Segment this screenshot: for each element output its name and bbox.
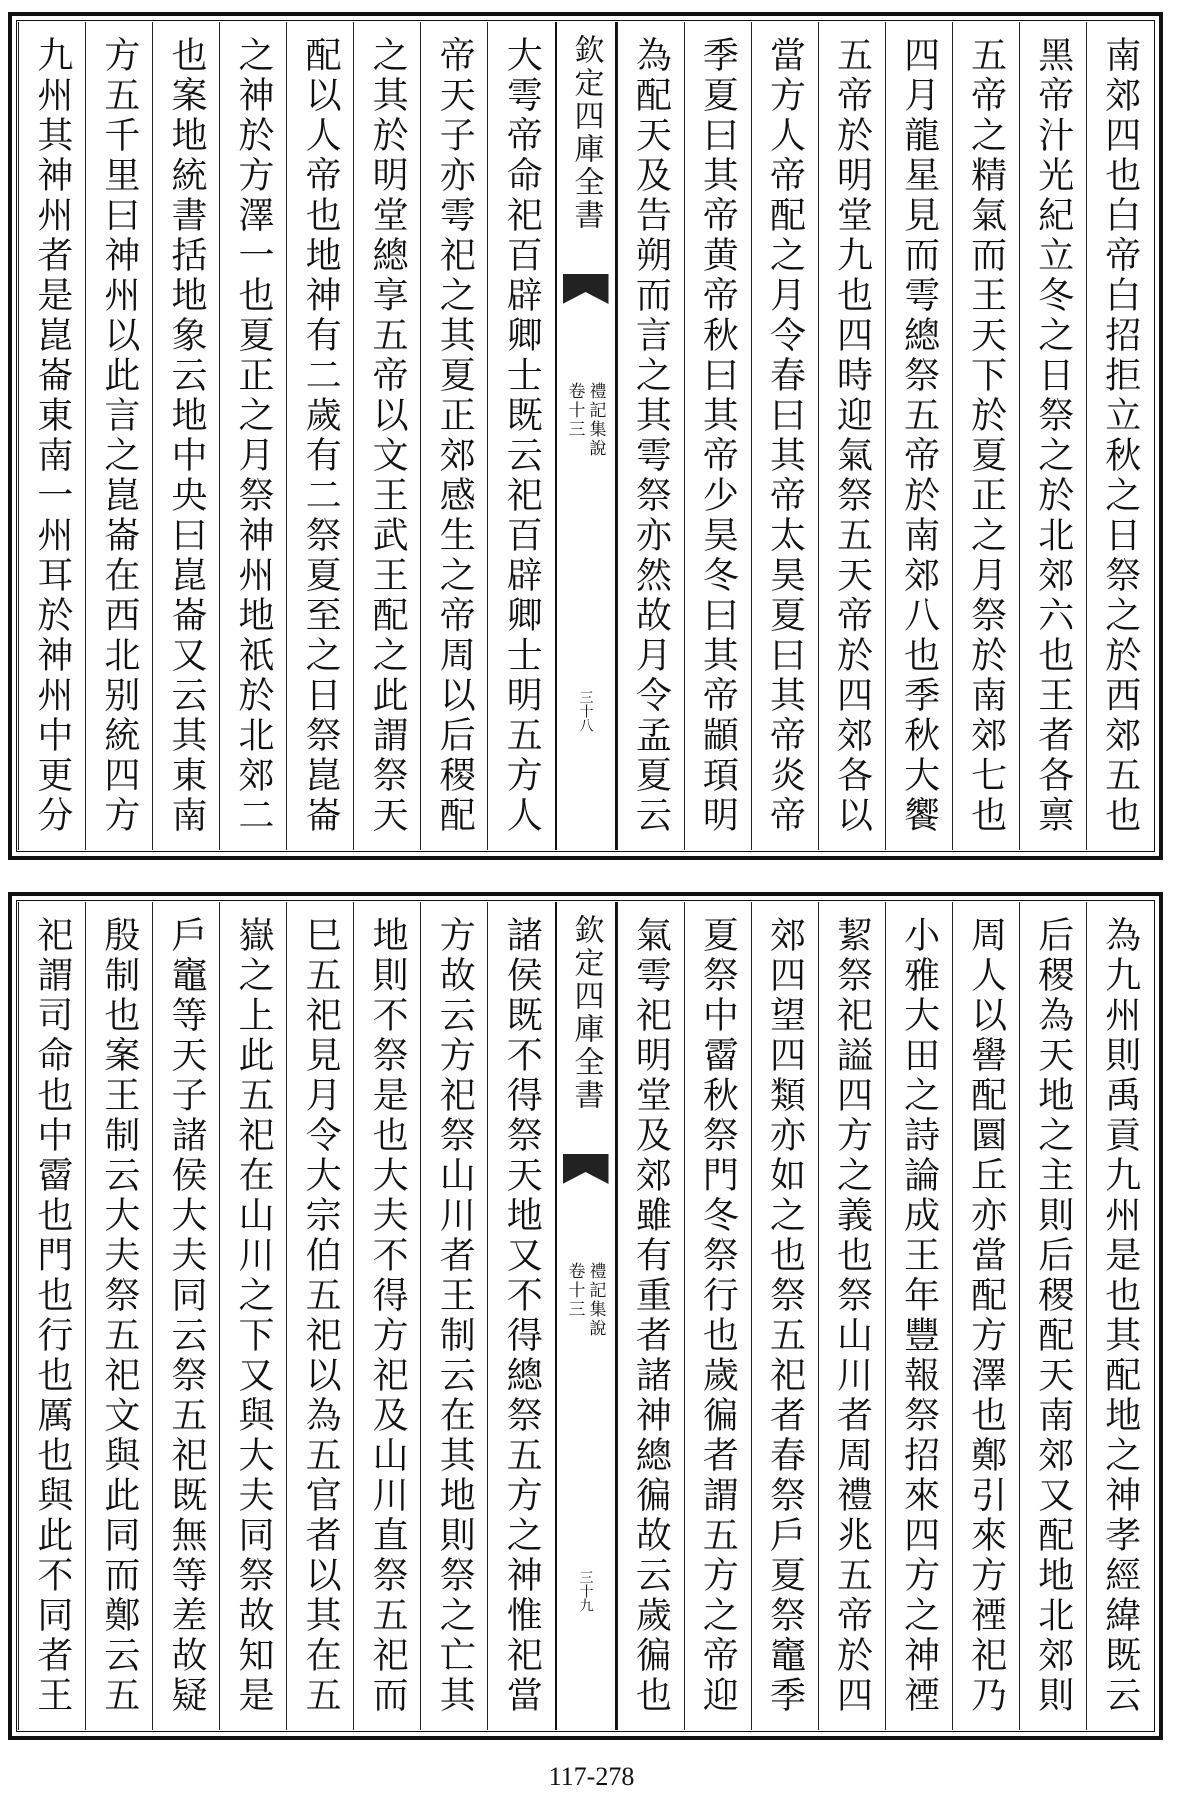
text-column: 地則不祭是也大夫不得方祀及山川直祭五祀而 (353, 902, 420, 1730)
text-column: 為九州則禹貢九州是也其配地之神孝經緯既云 (1086, 902, 1153, 1730)
text-column: 氣雩祀明堂及郊雖有重者諸神總徧故云歲徧也 (617, 902, 684, 1730)
text-column: 祀謂司命也中霤也門也行也厲也與此不同者王 (18, 902, 85, 1730)
text-column: 四月龍星見而雩總祭五帝於南郊八也季秋大饗 (885, 22, 952, 850)
text-column: 諸侯既不得祭天地又不得總祭五方之神惟祀當 (487, 902, 554, 1730)
page-top-columns (18, 22, 1153, 850)
text-column: 也案地統書括地象云地中央曰崑崙又云其東南 (152, 22, 219, 850)
fish-tail-ornament (563, 274, 609, 304)
text-column: 黑帝汁光紀立冬之日祭之於北郊六也王者各禀 (1019, 22, 1086, 850)
text-column: 為配天及告朔而言之其雩祭亦然故月令孟夏云 (617, 22, 684, 850)
text-column: 小雅大田之詩論成王年豐報祭招來四方之神禋 (885, 902, 952, 1730)
text-column: 九州其神州者是崑崙東南一州耳於神州中更分 (18, 22, 85, 850)
text-column: 巳五祀見月令大宗伯五祀以為五官者以其在五 (286, 902, 353, 1730)
text-column: 殷制也案王制云大夫祭五祀文與此同而鄭云五 (85, 902, 152, 1730)
text-column: 郊四望四類亦如之也祭五祀者春祭戶夏祭竈季 (751, 902, 818, 1730)
page-footer-number: 117-278 (548, 1762, 635, 1791)
text-column: 配以人帝也地神有二歲有二祭夏至之日祭崑崙 (286, 22, 353, 850)
text-column: 周人以嚳配圜丘亦當配方澤也鄭引來方禋祀乃 (952, 902, 1019, 1730)
text-column: 絜祭祀謚四方之義也祭山川者周禮兆五帝於四 (818, 902, 885, 1730)
page-top (8, 12, 1163, 860)
text-column: 后稷為天地之主則后稷配天南郊又配地北郊則 (1019, 902, 1086, 1730)
center-fold-column (555, 902, 617, 1730)
center-fold-column (555, 22, 617, 850)
text-column: 戶竈等天子諸侯大夫同云祭五祀既無等差故疑 (152, 902, 219, 1730)
folio-number: 三十九 (577, 1570, 594, 1612)
book-title: 禮記集說 (585, 1262, 606, 1338)
text-column: 嶽之上此五祀在山川之下又與大夫同祭故知是 (219, 902, 286, 1730)
text-column: 帝天子亦雩祀之其夏正郊感生之帝周以后稷配 (420, 22, 487, 850)
volume-label: 卷十三 (564, 382, 585, 439)
text-column: 之其於明堂總享五帝以文王武王配之此謂祭天 (353, 22, 420, 850)
text-column: 季夏曰其帝黄帝秋曰其帝少昊冬曰其帝顓頊明 (684, 22, 751, 850)
folio-number: 三十八 (577, 690, 594, 732)
text-column: 大雩帝命祀百辟卿士既云祀百辟卿士明五方人 (487, 22, 554, 850)
text-column: 當方人帝配之月令春曰其帝太昊夏曰其帝炎帝 (751, 22, 818, 850)
collection-title: 欽定四庫全書 (568, 914, 604, 1112)
text-column: 方五千里曰神州以此言之崑崙在西北别統四方 (85, 22, 152, 850)
text-column: 夏祭中霤秋祭門冬祭行也歲徧者謂五方之帝迎 (684, 902, 751, 1730)
book-title: 禮記集說 (585, 382, 606, 458)
fish-tail-ornament (563, 1154, 609, 1184)
volume-label: 卷十三 (564, 1262, 585, 1319)
text-column: 南郊四也白帝白招拒立秋之日祭之於西郊五也 (1086, 22, 1153, 850)
text-column: 之神於方澤一也夏正之月祭神州地祇於北郊二 (219, 22, 286, 850)
page-bottom (8, 892, 1163, 1740)
text-column: 方故云方祀祭山川者王制云在其地則祭之亡其 (420, 902, 487, 1730)
collection-title: 欽定四庫全書 (568, 34, 604, 232)
page-bottom-columns (18, 902, 1153, 1730)
text-column: 五帝於明堂九也四時迎氣祭五天帝於四郊各以 (818, 22, 885, 850)
text-column: 五帝之精氣而王天下於夏正之月祭於南郊七也 (952, 22, 1019, 850)
